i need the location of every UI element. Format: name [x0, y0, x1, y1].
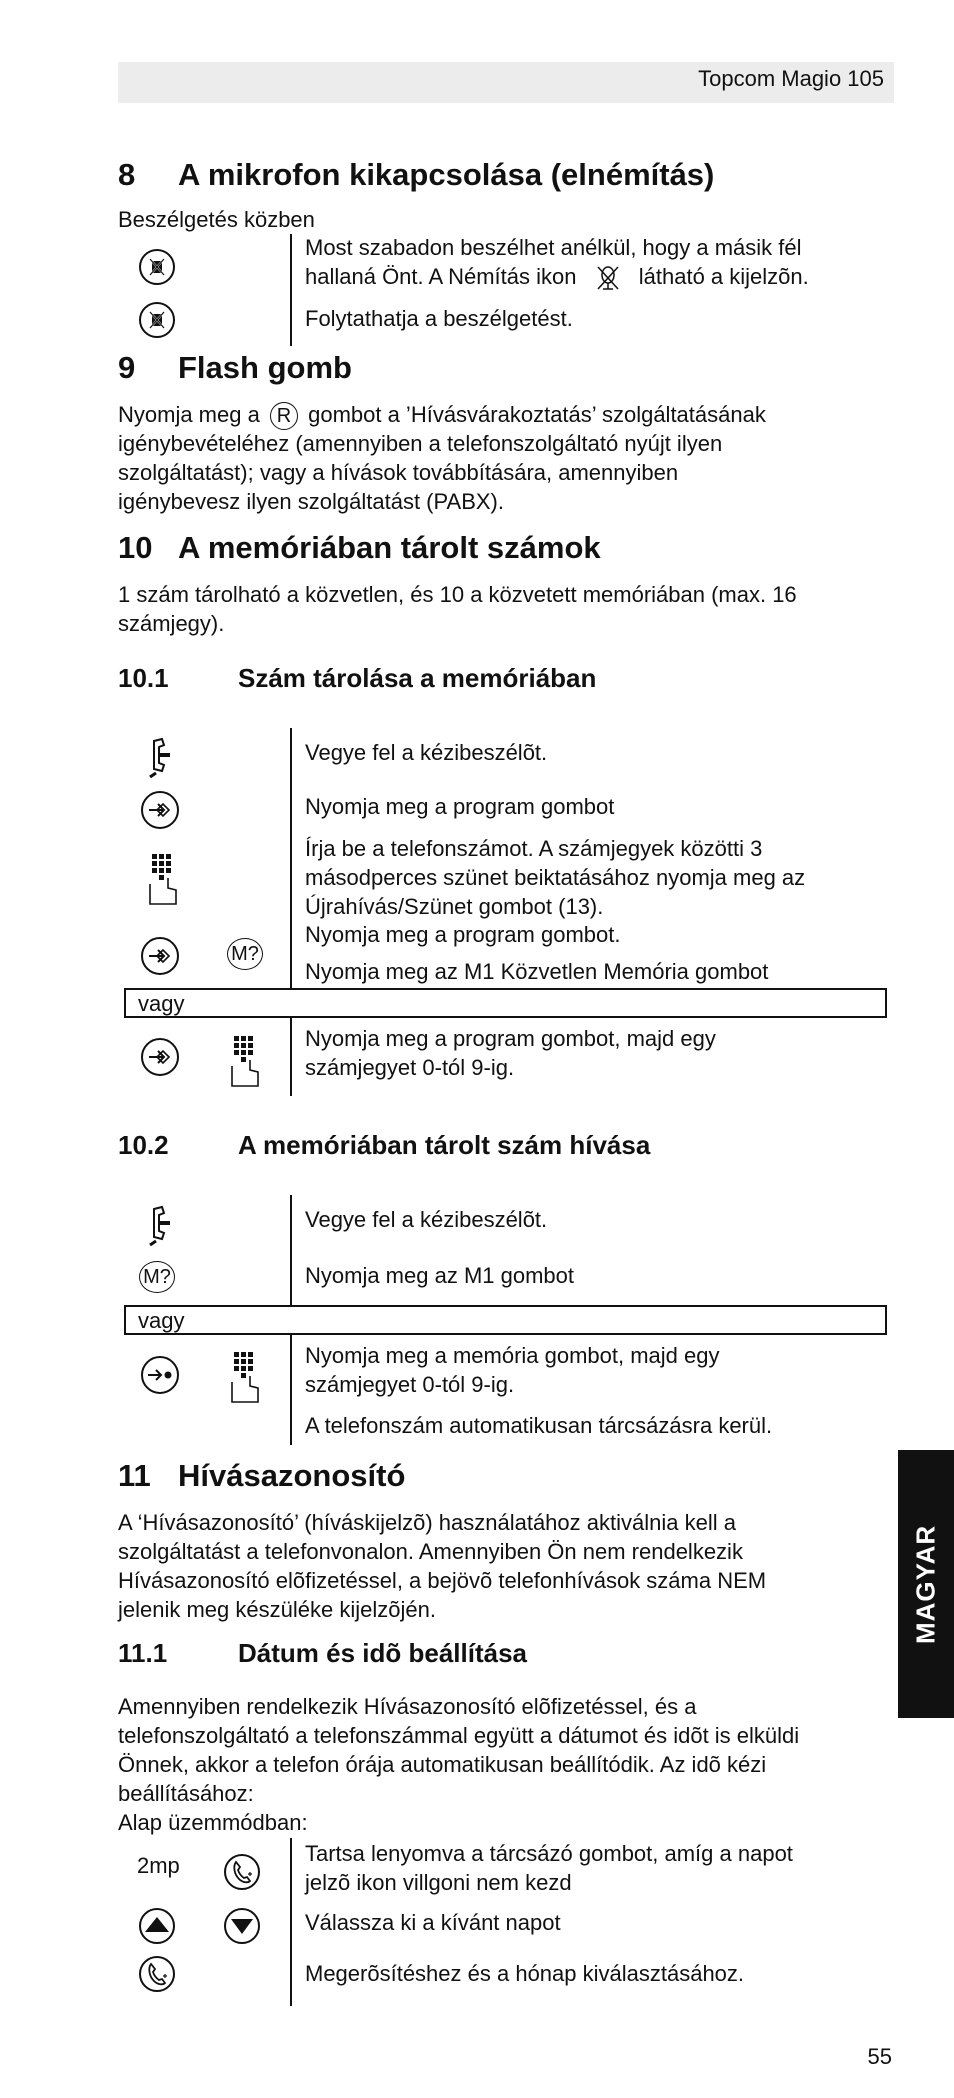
step-text: számjegyet 0-tól 9-ig. [305, 1372, 515, 1397]
step-text [305, 262, 895, 292]
section-8-heading [118, 157, 714, 193]
step-text: Nyomja meg az M1 Közvetlen Memória gombot [305, 959, 769, 984]
dial-button-icon [137, 1954, 177, 1994]
arrow-down-button-icon [222, 1906, 262, 1946]
paragraph-line [118, 400, 898, 430]
program-button-icon [139, 1036, 181, 1078]
header-title: Topcom Magio 105 [698, 66, 884, 91]
divider [290, 1195, 292, 1305]
section-11-1-heading [118, 1638, 527, 1669]
paragraph-line: igénybevételéhez (amennyiben a telefonszolgáltató nyújt ilyen [118, 431, 723, 456]
keypad-icon [148, 852, 182, 908]
section-number: 11 [118, 1458, 151, 1493]
program-button-icon [139, 935, 181, 977]
section-title: A memóriában tárolt szám hívása [238, 1130, 651, 1160]
section-11-heading [118, 1458, 405, 1494]
divider [290, 1335, 292, 1445]
mute-button-icon [137, 247, 177, 287]
program-button-icon [139, 789, 181, 831]
memory-m-button-icon: M? [227, 938, 263, 970]
step-text-part: hallaná Önt. A Némítás ikon [305, 264, 577, 289]
paragraph-line: jelenik meg készüléke kijelzõjén. [118, 1597, 436, 1622]
paragraph-line: Hívásazonosító elõfizetéssel, a bejövõ telefonhívások száma NEM [118, 1568, 767, 1593]
paragraph-part: Nyomja meg a [118, 402, 260, 427]
paragraph-line: igénybevesz ilyen szolgáltatást (PABX). [118, 489, 504, 514]
or-separator: vagy [124, 1305, 887, 1335]
step-text: Újrahívás/Szünet gombot (13). [305, 894, 604, 919]
keypad-icon [230, 1034, 264, 1090]
section-number: 11.1 [118, 1638, 168, 1668]
section-title: A mikrofon kikapcsolása (elnémítás) [178, 157, 715, 192]
divider [290, 728, 292, 988]
divider [290, 234, 292, 346]
step-text: jelzõ ikon villgoni nem kezd [305, 1870, 572, 1895]
mute-icon [593, 264, 623, 292]
step-text: Nyomja meg a program gombot. [305, 922, 621, 947]
section-title: Hívásazonosító [178, 1458, 406, 1493]
step-text: Tartsa lenyomva a tárcsázó gombot, amíg a napot [305, 1841, 793, 1866]
step-text: Nyomja meg a program gombot, majd egy [305, 1026, 716, 1051]
paragraph-line: A ‘Hívásazonosító’ (híváskijelzõ) használatához aktiválnia kell a [118, 1510, 736, 1535]
paragraph-line: számjegy). [118, 611, 225, 636]
paragraph-line: szolgáltatást); vagy a hívások továbbítására, amennyiben [118, 460, 679, 485]
paragraph-line: beállításához: [118, 1781, 254, 1806]
r-button-icon: R [270, 402, 298, 430]
step-text: Vegye fel a kézibeszélõt. [305, 1207, 548, 1232]
divider [290, 1838, 292, 2006]
memory-recall-button-icon [139, 1354, 181, 1396]
step-text: Válassza ki a kívánt napot [305, 1910, 561, 1935]
section-10-1-heading [118, 663, 596, 694]
memory-m-button-icon: M? [139, 1261, 175, 1293]
section-title: A memóriában tárolt számok [178, 530, 601, 565]
section-number: 10 [118, 530, 153, 565]
step-text: Nyomja meg a program gombot [305, 794, 615, 819]
step-text: Nyomja meg az M1 gombot [305, 1263, 574, 1288]
paragraph-part: gombot a ’Hívásvárakoztatás’ szolgáltatásának [308, 402, 766, 427]
section-number: 10.2 [118, 1130, 169, 1160]
paragraph-line: 1 szám tárolható a közvetlen, és 10 a közvetett memóriában (max. 16 [118, 582, 797, 607]
paragraph-line: Alap üzemmódban: [118, 1810, 308, 1835]
paragraph-line: Önnek, akkor a telefon órája automatikusan beállítódik. Az idõ kézi [118, 1752, 767, 1777]
mute-button-icon [137, 300, 177, 340]
section-title: Dátum és idõ beállítása [238, 1638, 527, 1668]
section-10-2-heading [118, 1130, 650, 1161]
dial-button-icon [222, 1852, 262, 1892]
paragraph-line: telefonszolgáltató a telefonszámmal együtt a dátumot és idõt is elküldi [118, 1723, 800, 1748]
handset-lift-icon [142, 737, 178, 781]
section-number: 9 [118, 350, 136, 385]
arrow-up-button-icon [137, 1906, 177, 1946]
section-title: Flash gomb [178, 350, 352, 385]
step-text: Írja be a telefonszámot. A számjegyek közötti 3 [305, 836, 763, 861]
step-text: számjegyet 0-tól 9-ig. [305, 1055, 515, 1080]
step-text: Folytathatja a beszélgetést. [305, 306, 573, 331]
duration-label: 2mp [137, 1853, 180, 1878]
section-9-heading [118, 350, 352, 386]
step-text: másodperces szünet beiktatásához nyomja meg az [305, 865, 806, 890]
section-10-heading [118, 530, 601, 566]
step-text: A telefonszám automatikusan tárcsázásra kerül. [305, 1413, 773, 1438]
section-number: 10.1 [118, 663, 169, 693]
step-text: Megerõsítéshez és a hónap kiválasztásához. [305, 1961, 745, 1986]
section-title: Szám tárolása a memóriában [238, 663, 597, 693]
page-number: 55 [867, 2044, 892, 2069]
step-text: Nyomja meg a memória gombot, majd egy [305, 1343, 720, 1368]
paragraph-line: szolgáltatást a telefonvonalon. Amennyiben Ön nem rendelkezik [118, 1539, 743, 1564]
step-text: Vegye fel a kézibeszélõt. [305, 740, 548, 765]
language-tab-label: MAGYAR [910, 1524, 941, 1644]
step-text-part: látható a kijelzõn. [638, 264, 809, 289]
paragraph: Beszélgetés közben [118, 207, 315, 232]
paragraph-line: Amennyiben rendelkezik Hívásazonosító elõfizetéssel, és a [118, 1694, 697, 1719]
section-number: 8 [118, 157, 136, 192]
divider [290, 1018, 292, 1096]
handset-lift-icon [142, 1205, 178, 1249]
keypad-icon [230, 1350, 264, 1406]
or-separator: vagy [124, 988, 887, 1018]
step-text: Most szabadon beszélhet anélkül, hogy a másik fél [305, 235, 802, 260]
